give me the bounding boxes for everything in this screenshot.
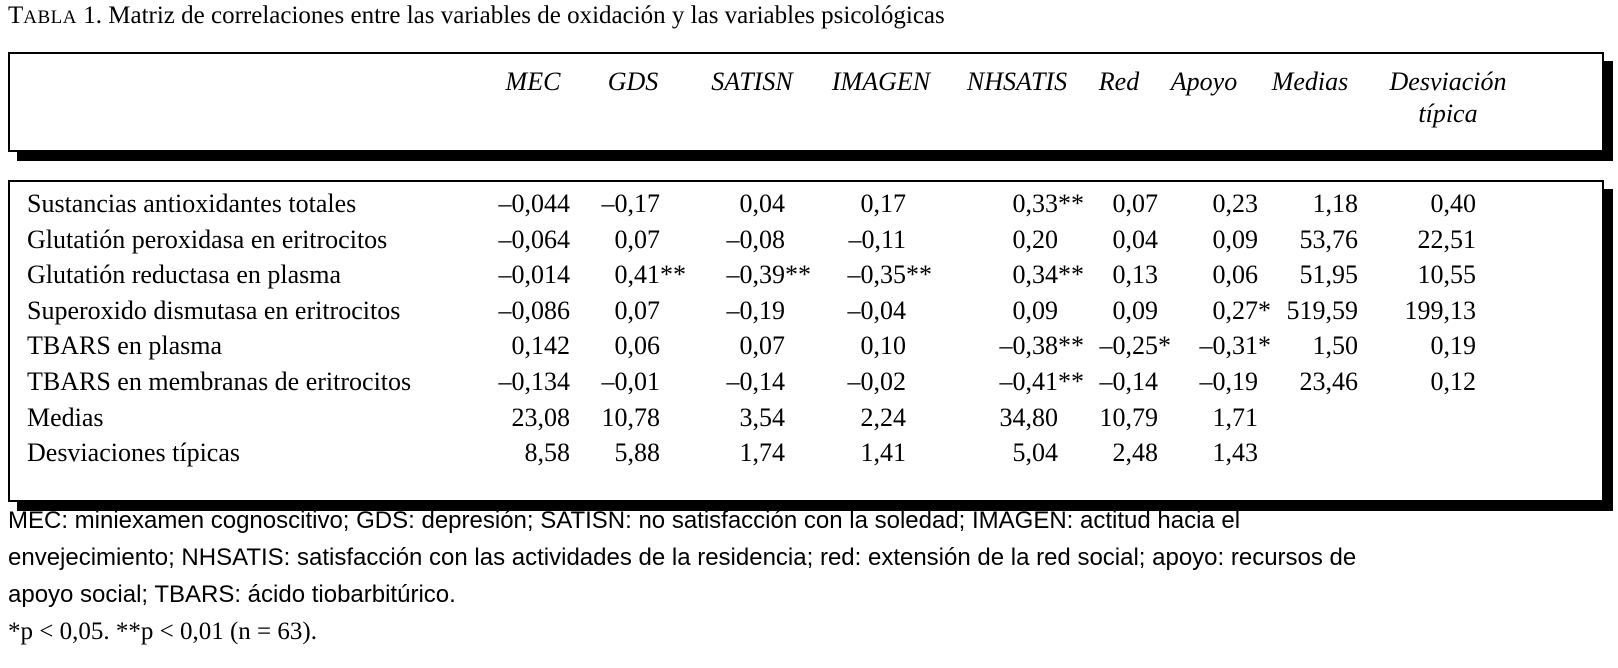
caption-text: 1. Matriz de correlaciones entre las variables de oxidación y las variables psicológicas bbox=[77, 2, 945, 29]
table-cell: 2,24 bbox=[860, 402, 906, 432]
table-cell: 0,04 bbox=[1112, 224, 1158, 254]
table-cell: 0,09 bbox=[1012, 295, 1058, 325]
row-label: Sustancias antioxidantes totales bbox=[27, 189, 357, 218]
table-cell: 23,46 bbox=[1299, 367, 1358, 396]
table-cell: 0,09 bbox=[1212, 224, 1258, 254]
column-header-nhsatis: NHSATIS bbox=[966, 67, 1068, 96]
table-row bbox=[10, 186, 1602, 222]
table-cell: 51,95 bbox=[1299, 260, 1358, 290]
table-cell: –0,14 bbox=[726, 367, 785, 396]
table-cell: 0,04 bbox=[739, 189, 785, 218]
table-cell: 0,12 bbox=[1430, 367, 1476, 396]
column-header-apoyo: Apoyo bbox=[1170, 67, 1238, 96]
table-row bbox=[10, 435, 1602, 471]
table-notes bbox=[8, 502, 1608, 650]
table-row bbox=[10, 400, 1602, 436]
column-header-gds: GDS bbox=[607, 67, 659, 96]
caption-prefix-big: T bbox=[8, 2, 24, 29]
table-cell: –0,39** bbox=[726, 260, 811, 290]
table-cell: 0,34** bbox=[1012, 260, 1084, 290]
table-cell: 0,06 bbox=[614, 331, 660, 361]
table-row bbox=[10, 364, 1602, 400]
table-cell: –0,086 bbox=[498, 295, 570, 325]
table-cell: 53,76 bbox=[1299, 224, 1358, 254]
table-caption bbox=[8, 2, 945, 30]
table-cell: –0,134 bbox=[498, 367, 570, 396]
note-significance: *p < 0,05. **p < 0,01 (n = 63). bbox=[8, 618, 317, 645]
caption-prefix-small: ABLA bbox=[23, 7, 78, 28]
table-cell: –0,064 bbox=[498, 224, 570, 254]
table-body bbox=[8, 180, 1604, 502]
table-cell: –0,01 bbox=[601, 367, 660, 396]
table-cell: 34,80 bbox=[999, 402, 1058, 432]
column-header-medias: Medias bbox=[1271, 67, 1349, 96]
table-cell: 0,09 bbox=[1112, 295, 1158, 325]
row-label: Glutatión peroxidasa en eritrocitos bbox=[27, 224, 388, 254]
table-cell: 1,74 bbox=[739, 438, 785, 468]
column-header-imagen: IMAGEN bbox=[831, 67, 931, 96]
table-cell: –0,35** bbox=[847, 260, 932, 290]
table-cell: 199,13 bbox=[1404, 295, 1476, 325]
row-label: Glutatión reductasa en plasma bbox=[27, 260, 342, 290]
table-cell: 519,59 bbox=[1286, 295, 1358, 325]
table-cell: 8,58 bbox=[524, 438, 570, 468]
table-cell: 0,23 bbox=[1212, 189, 1258, 218]
table-cell: 0,142 bbox=[511, 331, 570, 361]
column-header-mec: MEC bbox=[505, 67, 561, 96]
table-cell: 5,04 bbox=[1012, 438, 1058, 468]
table-cell: 10,55 bbox=[1417, 260, 1476, 290]
table-cell: –0,31* bbox=[1199, 331, 1271, 361]
table-row bbox=[10, 222, 1602, 258]
table-cell: 2,48 bbox=[1112, 438, 1158, 468]
row-label: Superoxido dismutasa en eritrocitos bbox=[27, 295, 401, 325]
table-cell: 0,06 bbox=[1212, 260, 1258, 290]
table-cell: 0,33** bbox=[1012, 189, 1084, 218]
table-cell: –0,02 bbox=[847, 367, 906, 396]
table-cell: 10,78 bbox=[601, 402, 660, 432]
table-cell: –0,11 bbox=[848, 224, 906, 254]
row-label: Medias bbox=[27, 402, 104, 432]
table-cell: 0,07 bbox=[614, 295, 660, 325]
table-cell: –0,38** bbox=[999, 331, 1084, 361]
table-cell: 0,10 bbox=[860, 331, 906, 361]
table-cell: –0,19 bbox=[1199, 367, 1258, 396]
table-cell: –0,25* bbox=[1099, 331, 1171, 361]
row-label: TBARS en plasma bbox=[27, 331, 222, 361]
table-cell: 3,54 bbox=[739, 402, 785, 432]
table-cell: 0,07 bbox=[1112, 189, 1158, 218]
table-cell: 1,50 bbox=[1312, 331, 1358, 361]
table-cell: 0,13 bbox=[1112, 260, 1158, 290]
table-row bbox=[10, 328, 1602, 364]
note-line-2: envejecimiento; NHSATIS: satisfacción con las actividades de la residencia; red: extensión de la red social; apoyo: recursos de bbox=[8, 544, 1357, 571]
table-cell: 1,43 bbox=[1212, 438, 1258, 468]
table-cell: –0,014 bbox=[498, 260, 570, 290]
row-label: TBARS en membranas de eritrocitos bbox=[27, 367, 412, 396]
table-cell: 22,51 bbox=[1417, 224, 1476, 254]
column-header-desviacion: Desviación bbox=[1389, 67, 1507, 96]
table-cell: 0,40 bbox=[1430, 189, 1476, 218]
table-cell: 1,41 bbox=[860, 438, 906, 468]
table-header bbox=[8, 52, 1604, 152]
table-row bbox=[10, 257, 1602, 293]
table-cell: 0,17 bbox=[860, 189, 906, 218]
table-cell: –0,41** bbox=[999, 367, 1084, 396]
column-header-satisn: SATISN bbox=[711, 67, 793, 96]
table-cell: 10,79 bbox=[1099, 402, 1158, 432]
note-line-3: apoyo social; TBARS: ácido tiobarbitúrico. bbox=[8, 581, 456, 608]
table-cell: 23,08 bbox=[511, 402, 570, 432]
table-cell: –0,08 bbox=[726, 224, 785, 254]
table-cell: –0,14 bbox=[1099, 367, 1158, 396]
column-header-red: Red bbox=[1098, 67, 1140, 96]
table-cell: 0,27* bbox=[1212, 295, 1271, 325]
table-cell: 1,18 bbox=[1312, 189, 1358, 218]
table-cell: 0,07 bbox=[614, 224, 660, 254]
table-cell: 0,41** bbox=[614, 260, 686, 290]
note-line-1: MEC: miniexamen cognoscitivo; GDS: depresión; SATISN: no satisfacción con la soledad; IMAGEN: actitud hacia el bbox=[8, 507, 1241, 534]
table-cell: 0,20 bbox=[1012, 224, 1058, 254]
table-cell: 0,07 bbox=[739, 331, 785, 361]
table-cell: 0,19 bbox=[1430, 331, 1476, 361]
row-label: Desviaciones típicas bbox=[27, 438, 240, 468]
table-cell: –0,17 bbox=[601, 189, 660, 218]
table-cell: –0,19 bbox=[726, 295, 785, 325]
table-cell: 5,88 bbox=[614, 438, 660, 468]
table-row bbox=[10, 293, 1602, 329]
column-header-tipica: típica bbox=[1418, 99, 1478, 128]
table-cell: –0,04 bbox=[847, 295, 906, 325]
table-cell: 1,71 bbox=[1212, 402, 1258, 432]
table-cell: –0,044 bbox=[498, 189, 570, 218]
